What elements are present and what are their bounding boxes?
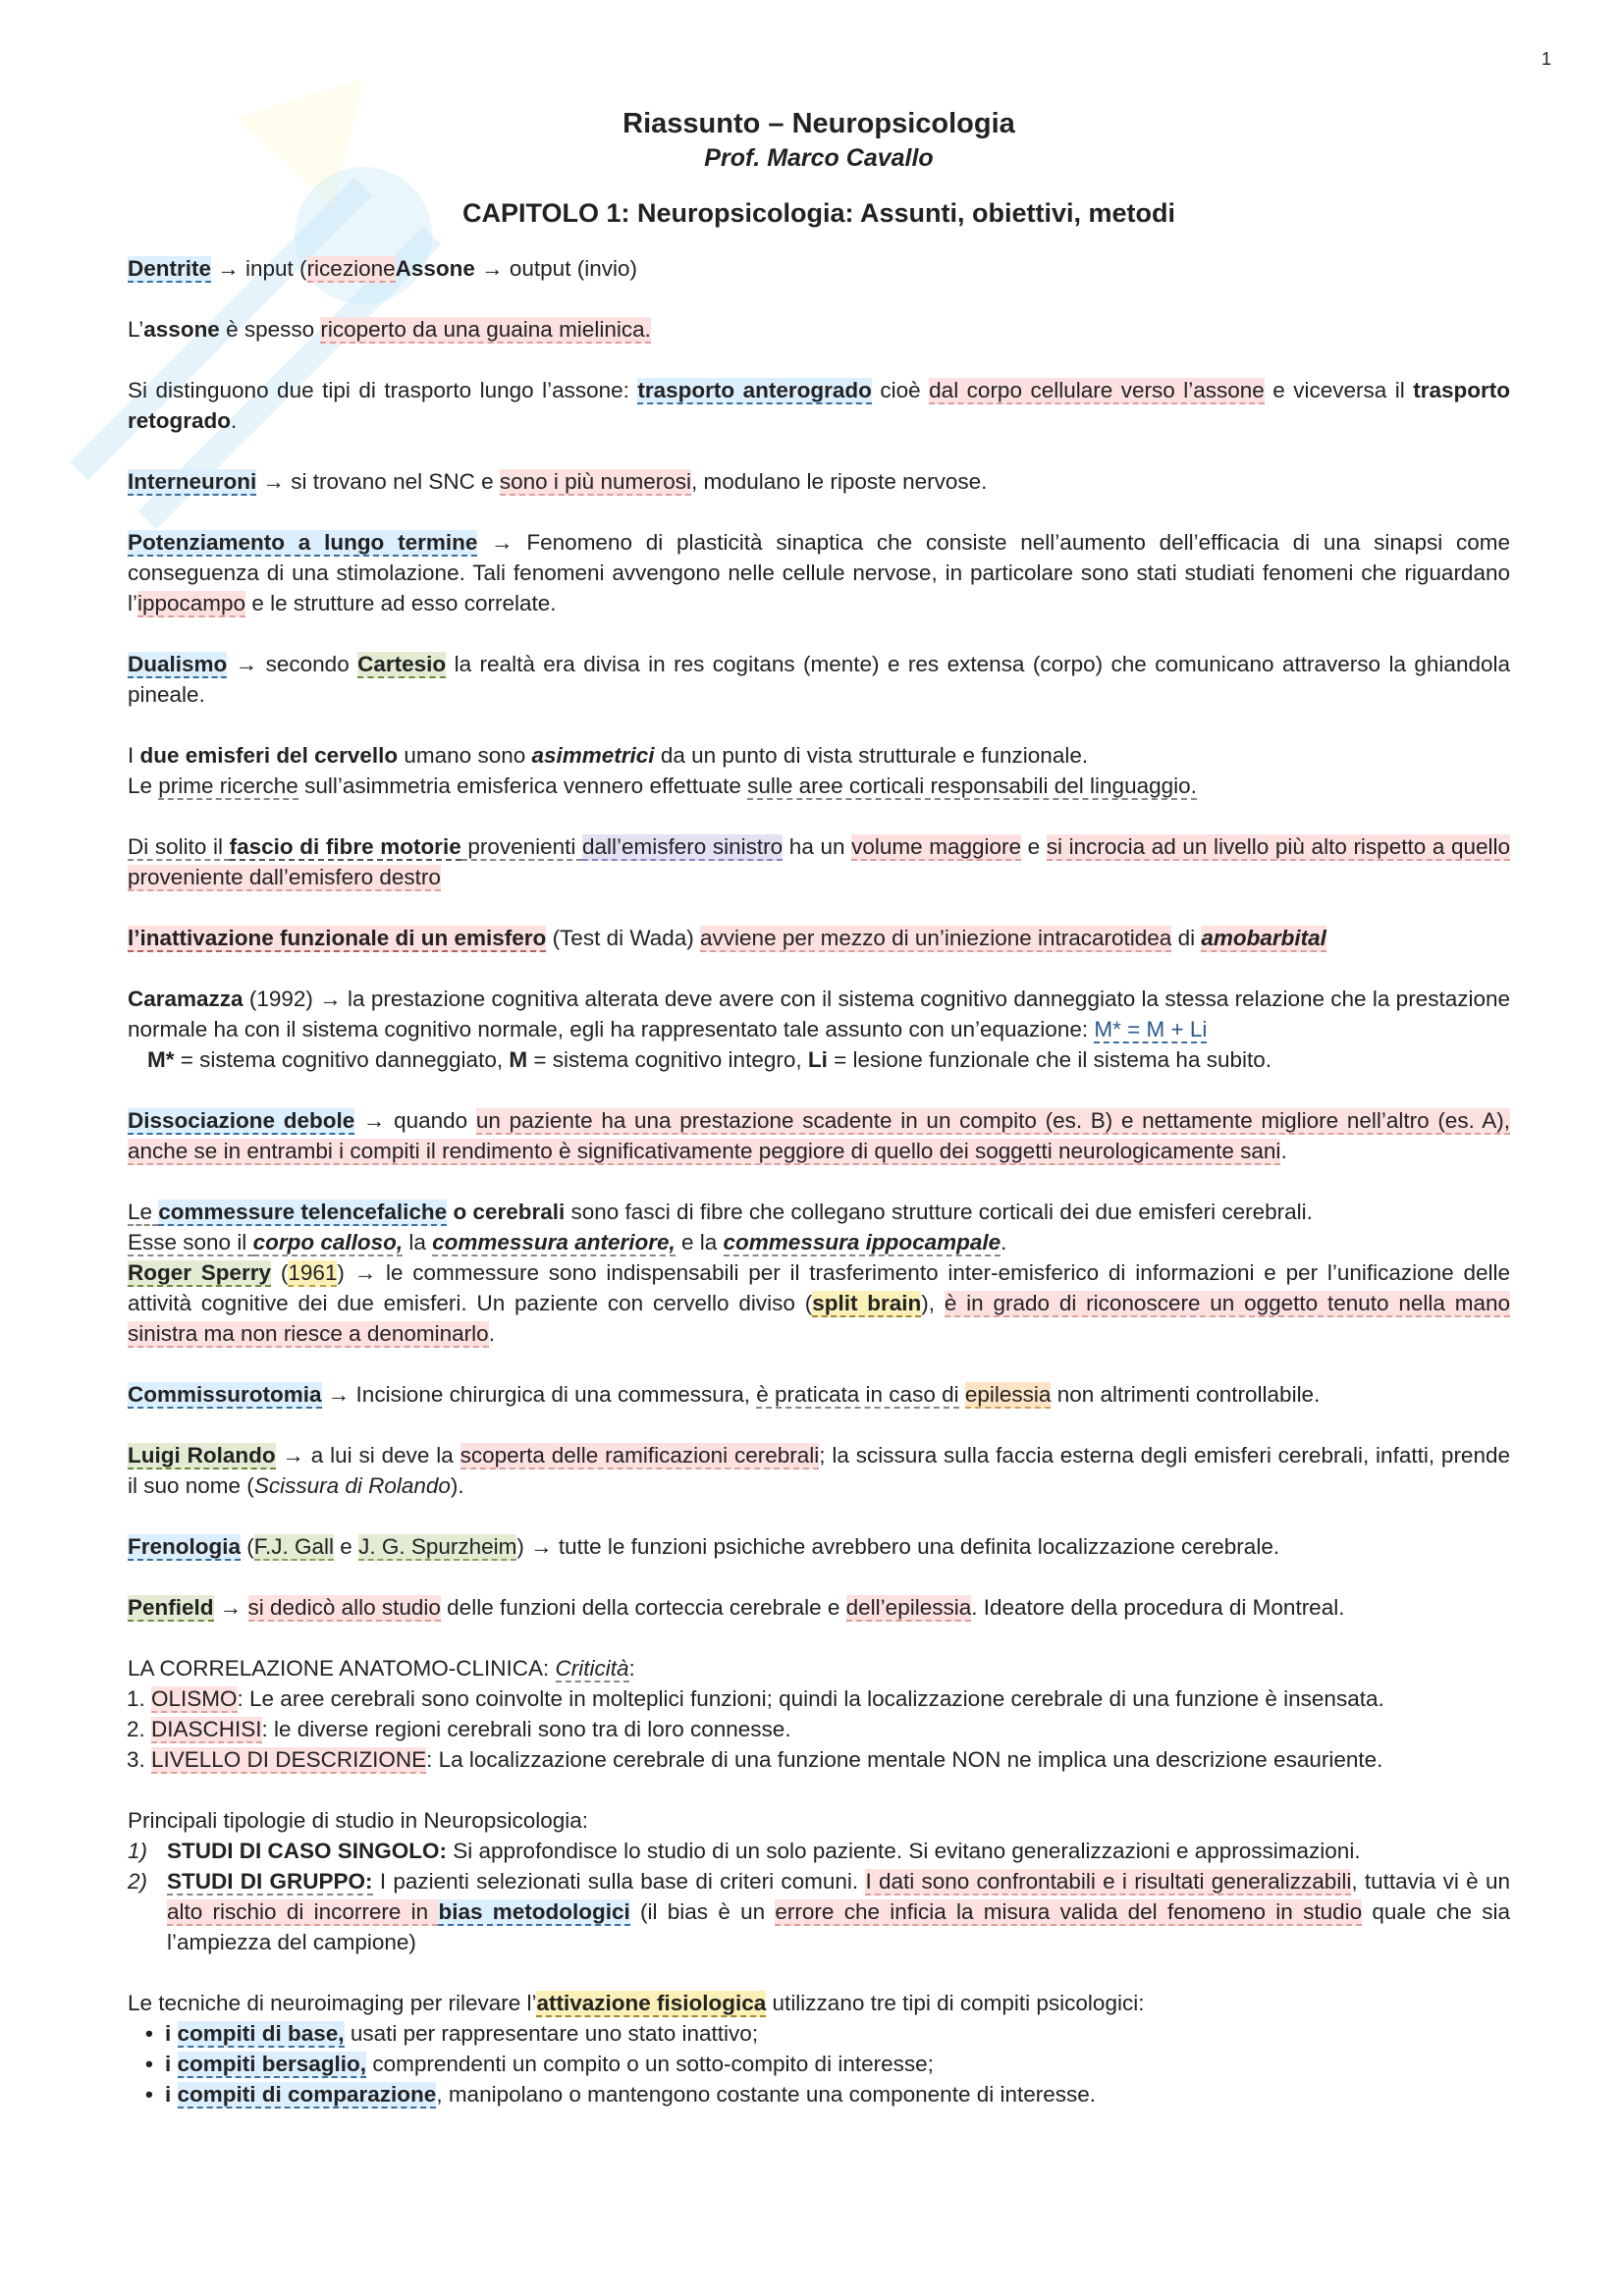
chapter-heading: CAPITOLO 1: Neuropsicologia: Assunti, obiettivi, metodi <box>461 198 1176 228</box>
document-author: Prof. Marco Cavallo <box>704 144 934 172</box>
para-trasporto: Si distinguono due tipi di trasporto lungo l’assone: trasporto anterogrado cioè dal corpo cellulare verso l’assone e viceversa il trasporto retogrado. <box>128 378 1510 433</box>
para-frenologia: Frenologia (F.J. Gall e J. G. Spurzheim) → tutte le funzioni psichiche avrebbero una definita localizzazione cerebrale. <box>128 1534 1280 1559</box>
section-neuroimaging: Le tecniche di neuroimaging per rilevare l’attivazione fisiologica utilizzano tre tipi di compiti psicologici: • i compiti di base, usati per rappresentare uno stato inattivo; • i compiti bersaglio, comprendenti un compito o un sotto-compito di interesse; • i compiti di comparazione, manipolano o mantengono costante una componente di interesse. <box>128 1988 1510 2109</box>
para-rolando: Luigi Rolando → a lui si deve la scoperta delle ramificazioni cerebrali; la scissura sulla faccia esterna degli emisferi cerebrali, infatti, prende il suo nome (Scissura di Rolando). <box>128 1443 1510 1498</box>
section-criticita: LA CORRELAZIONE ANATOMO-CLINICA: Criticità: 1. OLISMO: Le aree cerebrali sono coinvolte in molteplici funzioni; quindi la localizzazione cerebrale di una funzione è insensata. 2. DIASCHISI: le diverse regioni cerebrali sono tra di loro connesse. 3. LIVELLO DI DESCRIZIONE: La localizzazione cerebrale di una funzione mentale NON ne implica una descrizione esauriente. <box>128 1653 1510 1775</box>
list-item: 2. DIASCHISI: le diverse regioni cerebrali sono tra di loro connesse. <box>151 1714 1510 1744</box>
list-item: 3. LIVELLO DI DESCRIZIONE: La localizzazione cerebrale di una funzione mentale NON ne implica una descrizione esauriente. <box>151 1744 1510 1775</box>
para-dendrite: Dentrite → input (ricezioneAssone → output (invio) <box>128 256 637 281</box>
list-item: 2) STUDI DI GRUPPO: I pazienti selezionati sulla base di criteri comuni. I dati sono confrontabili e i risultati generalizzabili, tuttavia vi è un alto rischio di incorrere in bias metodologici (il bias è un errore che inficia la misura valida del fenomeno in studio quale che sia l’ampiezza del campione) <box>128 1869 1511 1954</box>
para-wada: l’inattivazione funzionale di un emisfero (Test di Wada) avviene per mezzo di un’iniezione intracarotidea di amobarbital <box>128 926 1326 950</box>
para-commissurotomia: Commissurotomia → Incisione chirurgica di una commessura, è praticata in caso di epilessia non altrimenti controllabile. <box>128 1382 1321 1407</box>
document-title: Riassunto – Neuropsicologia <box>622 108 1015 139</box>
para-commessure: Le commessure telencefaliche o cerebrali sono fasci di fibre che collegano strutture corticali dei due emisferi cerebrali. Esse sono il corpo calloso, la commessura anteriore, e la commessura ippocampale. Roger Sperry (1961) → le commessure sono indispensabili per il trasferimento inter-emisferico di informazioni e per l’unificazione delle attività cognitive dei due emisferi. Un paziente con cervello diviso (split brain), è in grado di riconoscere un oggetto tenuto nella mano sinistra ma non riesce a denominarlo. <box>128 1200 1510 1346</box>
section-tipologie: Principali tipologie di studio in Neuropsicologia: 1) STUDI DI CASO SINGOLO: Si approfondisce lo studio di un solo paziente. Si evitano generalizzazioni e approssimazioni. 2) STUDI DI GRUPPO: I pazienti selezionati sulla base di criteri comuni. I dati sono confrontabili e i risultati generalizzabili, tuttavia vi è un alto rischio di incorrere in bias metodologici (il bias è un errore che inficia la misura valida del fenomeno in studio quale che sia l’ampiezza del campione) <box>128 1805 1510 1957</box>
list-item: • i compiti bersaglio, comprendenti un compito o un sotto-compito di interesse; <box>165 2049 1510 2079</box>
list-item: • i compiti di base, usati per rappresentare uno stato inattivo; <box>165 2018 1510 2049</box>
para-dissociazione: Dissociazione debole → quando un paziente ha una prestazione scadente in un compito (es. B) e nettamente migliore nell’altro (es. A), anche se in entrambi i compiti il rendimento è significativamente peggiore di quello dei soggetti neurologicamente sani. <box>128 1108 1511 1163</box>
para-emisferi: I due emisferi del cervello umano sono asimmetrici da un punto di vista strutturale e funzionale. Le prime ricerche sull’asimmetria emisferica vennero effettuate sulle aree corticali responsabili del linguaggio. <box>128 743 1197 798</box>
para-caramazza: Caramazza (1992) → la prestazione cognitiva alterata deve avere con il sistema cognitivo danneggiato la stessa relazione che la prestazione normale ha con il sistema cognitivo normale, egli ha rappresentato tale assunto con un’equazione: M* = M + Li M* = sistema cognitivo danneggiato, M = sistema cognitivo integro, Li = lesione funzionale che il sistema ha subito. <box>128 987 1510 1072</box>
list-item: 1. OLISMO: Le aree cerebrali sono coinvolte in molteplici funzioni; quindi la localizzazione cerebrale di una funzione è insensata. <box>151 1683 1510 1714</box>
page-number: 1 <box>1542 49 1552 69</box>
para-dualismo: Dualismo → secondo Cartesio la realtà era divisa in res cogitans (mente) e res extensa (corpo) che comunicano attraverso la ghiandola pineale. <box>128 652 1510 707</box>
para-fascio: Di solito il fascio di fibre motorie provenienti dall’emisfero sinistro ha un volume maggiore e si incrocia ad un livello più alto rispetto a quello proveniente dall’emisfero destro <box>128 834 1511 889</box>
para-assone: L’assone è spesso ricoperto da una guaina mielinica. <box>128 317 651 342</box>
list-item: • i compiti di comparazione, manipolano o mantengono costante una componente di interesse. <box>165 2079 1510 2109</box>
para-interneuroni: Interneuroni → si trovano nel SNC e sono i più numerosi, modulano le riposte nervose. <box>128 469 988 494</box>
para-potenziamento: Potenziamento a lungo termine → Fenomeno di plasticità sinaptica che consiste nell’aumento dell’efficacia di una sinapsi come conseguenza di una stimolazione. Tali fenomeni avvengono nelle cellule nervose, in particolare sono stati studiati fenomeni che riguardano l’ippocampo e le strutture ad esso correlate. <box>128 530 1510 615</box>
para-penfield: Penfield → si dedicò allo studio delle funzioni della corteccia cerebrale e dell’epilessia. Ideatore della procedura di Montreal. <box>128 1595 1345 1620</box>
list-item: 1) STUDI DI CASO SINGOLO: Si approfondisce lo studio di un solo paziente. Si evitano generalizzazioni e approssimazioni. <box>128 1839 1361 1863</box>
document-body <box>128 106 1510 2109</box>
